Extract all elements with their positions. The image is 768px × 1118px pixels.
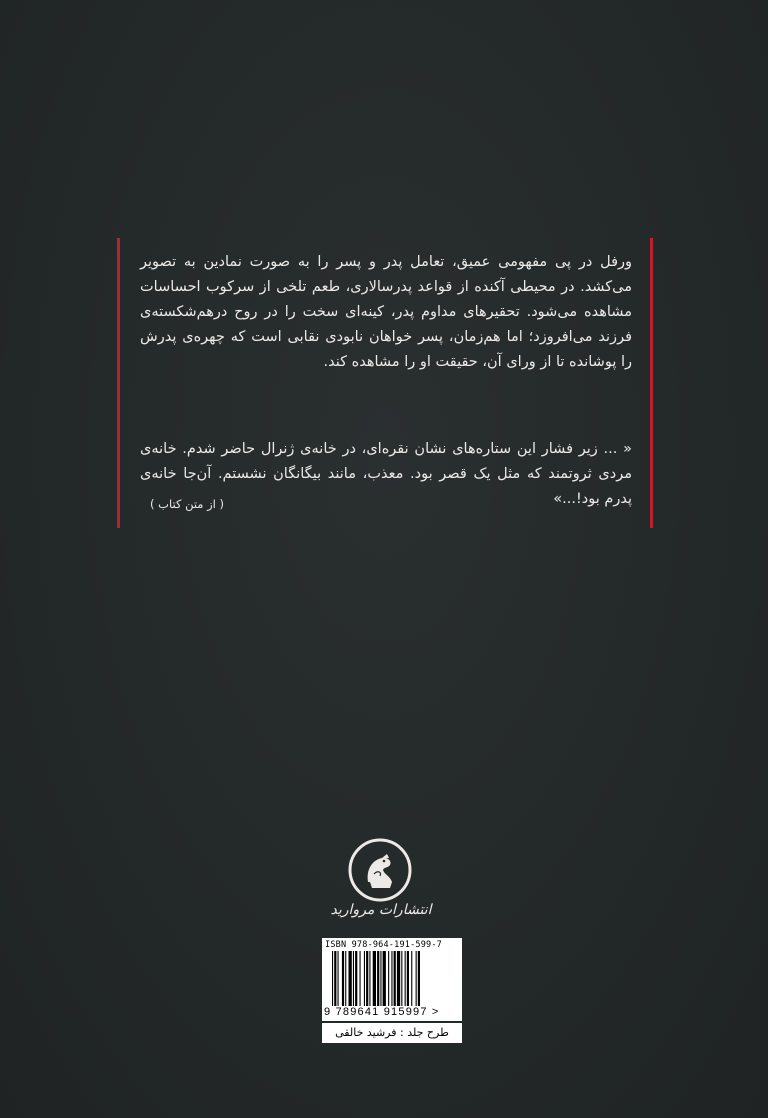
blurb-text: ورفل در پی مفهومی عمیق، تعامل پدر و پسر را به صورت نمادین به تصویر می‌کشد. در محیطی آکنده از قواعد پدرسالاری، طعم تلخی از سرکوب احساسات مشاهده می‌شود. تحقیرهای مداوم پدر، کینه‌ای سخت را در روح درهم‌شکسته‌ی فرزند می‌افروزد؛ اما هم‌زمان، پسر خواهان نابودی نقابی است که چهره‌ی پدرش را پوشانده تا از ورای آن، حقیقت او را مشاهده کند. (140, 254, 632, 370)
isbn-label: ISBN 978-964-191-599-7 (325, 940, 442, 950)
barcode (322, 938, 462, 1021)
barcode-bar (391, 951, 392, 1006)
quote-text: « ... زیر فشار این ستاره‌های نشان نقره‌ای، در خانه‌ی ژنرال حاضر شدم. خانه‌ی مردی ثروتمند که مثل یک قصر بود. معذب، مانند بیگانگان نشستم. آن‌جا خانه‌ی پدرم بود!...» (140, 441, 632, 507)
barcode-bar (394, 951, 396, 1006)
barcode-bar (366, 951, 368, 1006)
cover-designer-credit: طرح جلد : فرشید خالقی (322, 1023, 462, 1043)
barcode-bar (388, 951, 389, 1006)
barcode-bar (338, 951, 339, 1006)
barcode-bar (418, 951, 420, 1006)
barcode-bar (407, 951, 409, 1006)
left-red-rule (117, 238, 120, 528)
barcode-bar (380, 951, 381, 1006)
right-red-rule (650, 238, 653, 528)
bird-logo-icon (340, 834, 420, 906)
book-blurb (140, 250, 632, 375)
barcode-bar (383, 951, 386, 1006)
barcode-bar (355, 951, 357, 1006)
barcode-bar (397, 951, 400, 1006)
quote-source: ( از متن کتاب ) (150, 497, 225, 511)
barcode-bar (360, 951, 361, 1006)
barcode-bar (345, 951, 346, 1006)
barcode-bars (332, 951, 456, 1006)
barcode-bar (334, 951, 336, 1006)
publisher-name: انتشارات مروارید (330, 902, 432, 918)
barcode-bar (353, 951, 354, 1006)
barcode-bar (411, 951, 412, 1006)
barcode-bar (364, 951, 365, 1006)
barcode-bar (332, 951, 333, 1006)
barcode-bar (416, 951, 417, 1006)
barcode-bar (373, 951, 376, 1006)
barcode-bar (369, 951, 370, 1006)
barcode-bar (349, 951, 352, 1006)
barcode-bar (342, 951, 344, 1006)
barcode-bar (377, 951, 379, 1006)
barcode-bar (401, 951, 402, 1006)
barcode-digits: 9 789641 915997 > (324, 1006, 440, 1018)
barcode-bar (405, 951, 406, 1006)
